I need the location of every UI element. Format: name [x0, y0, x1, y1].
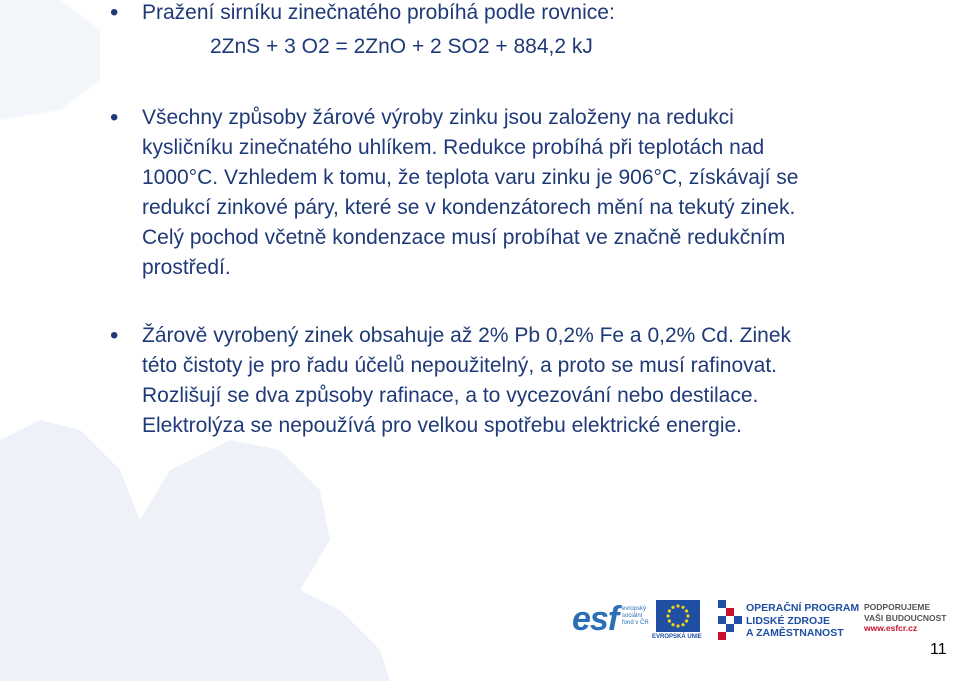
eu-caption: EVROPSKÁ UNIE: [652, 634, 702, 640]
bullet-marker: •: [110, 0, 119, 26]
bullet-marker: •: [110, 104, 119, 131]
bullet-1-text: Pražení sirníku zinečnatého probíhá podle rovnice:: [142, 1, 615, 24]
bullet-3-text: Žárově vyrobený zinek obsahuje až 2% Pb 0,2% Fe a 0,2% Cd. Zinek této čistoty je pro řadu účelů nepoužitelný, a proto se musí rafinovat. Rozlišují se dva způsoby rafinace, a to vycezování nebo destilace. Elektrolýza se nepoužívá pro velkou spotřebu elektrické energie.: [142, 324, 792, 437]
eu-flag-logo: [656, 600, 700, 632]
esf-logo-caption: evropský sociální fond v ČR: [622, 606, 649, 626]
op-lzz-logo: [718, 600, 858, 642]
esf-logo-text: esf: [572, 600, 619, 638]
esf-logo: [572, 596, 658, 640]
page-number: 11: [930, 641, 947, 658]
support-logo: PODPORUJEME VAŠI BUDOUCNOST www.esfcr.cz: [864, 602, 947, 633]
op-mark-icon: [718, 600, 742, 640]
equation: 2ZnS + 3 O2 = 2ZnO + 2 SO2 + 884,2 kJ: [210, 35, 593, 58]
bullet-2-text: Všechny způsoby žárové výroby zinku jsou založeny na redukci kysličníku zinečnatého uhlíkem. Redukce probíhá při teplotách nad 1000°C. Vzhledem k tomu, že teplota varu zinku je 906°C, získávají se redukcí zinkové páry, které se v kondenzátorech mění na tekutý zinek. Celý pochod včetně kondenzace musí probíhat ve značně redukčním prostředí.: [142, 106, 799, 279]
support-url: www.esfcr.cz: [864, 623, 918, 633]
eu-stars-icon: [656, 600, 700, 632]
footer-logos: [572, 596, 960, 646]
bullet-marker: •: [110, 322, 119, 349]
op-text: OPERAČNÍ PROGRAM LIDSKÉ ZDROJE A ZAMĚSTNANOST: [746, 602, 860, 639]
